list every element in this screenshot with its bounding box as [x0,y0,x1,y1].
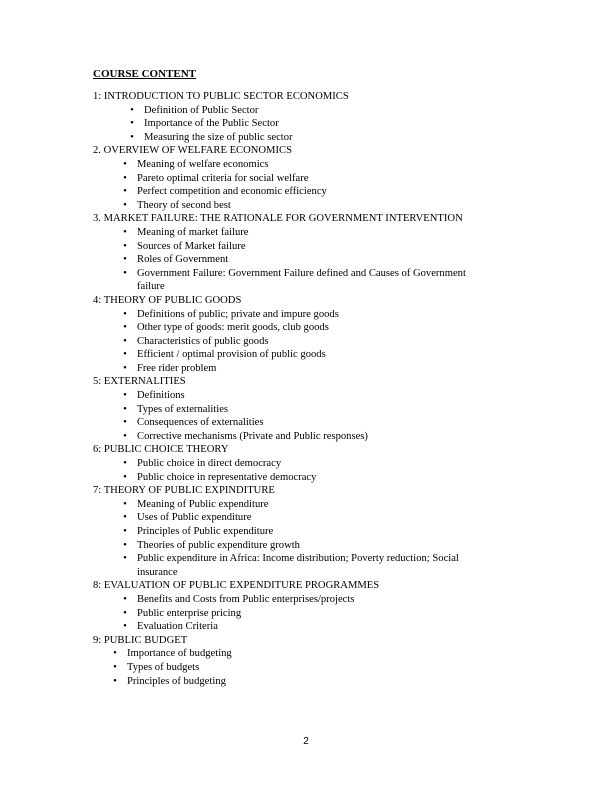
list-item: • Other type of goods: merit goods, club goods [137,321,513,335]
list-item: • Characteristics of public goods [137,335,513,349]
bullet-icon: • [123,308,127,320]
bullet-icon: • [130,131,134,143]
bullet-icon: • [123,240,127,252]
list-item: • Uses of Public expenditure [137,511,513,525]
bullet-icon: • [130,104,134,116]
bullet-icon: • [123,267,127,279]
list-item: • Public choice in direct democracy [137,457,513,471]
list-item: • Theory of second best [137,199,513,213]
bullet-icon: • [123,539,127,551]
bullet-icon: • [123,322,127,334]
bullet-icon: • [123,498,127,510]
list-item: • Meaning of Public expenditure [137,498,513,512]
list-item: • Types of budgets [127,661,513,675]
bullet-icon: • [123,621,127,633]
list-item: • Evaluation Criteria [137,620,513,634]
section-3-items [93,226,513,294]
list-item: • Corrective mechanisms (Private and Public responses) [137,430,513,444]
section-1-items [93,104,513,145]
section-4-title: 4: THEORY OF PUBLIC GOODS [93,294,242,306]
list-item: • Roles of Government [137,253,513,267]
section-8-title: 8: EVALUATION OF PUBLIC EXPENDITURE PROGRAMMES [93,580,380,592]
list-item: • Definition of Public Sector [144,104,513,118]
bullet-icon: • [123,526,127,537]
bullet-icon: • [123,349,127,361]
page-number: 2 [303,736,309,747]
bullet-icon: • [123,362,127,374]
section-9-items [93,647,513,688]
course-content-list [93,90,513,688]
list-item: • Importance of budgeting [127,647,513,661]
section-7-title: 7: THEORY OF PUBLIC EXPINDITURE [93,485,275,497]
list-item: • Principles of budgeting [127,675,513,689]
list-item: • Theories of public expenditure growth [137,539,513,553]
bullet-icon: • [123,390,127,402]
bullet-icon: • [123,417,127,429]
bullet-icon: • [123,512,127,524]
bullet-icon: • [123,553,127,565]
list-item: • Meaning of welfare economics [137,158,513,172]
bullet-icon: • [130,118,134,130]
list-item: • Measuring the size of public sector [144,131,513,145]
section-2-title: 2. OVERVIEW OF WELFARE ECONOMICS [93,145,292,157]
course-content-heading: COURSE CONTENT [93,68,196,80]
list-item: • Importance of the Public Sector [144,117,513,131]
list-item: • Perfect competition and economic efficiency [137,185,513,199]
bullet-icon: • [123,335,127,347]
list-item: • Types of externalities [137,403,513,417]
bullet-icon: • [123,254,127,266]
list-item: • Consequences of externalities [137,416,513,430]
bullet-icon: • [113,648,117,660]
bullet-icon: • [113,661,117,673]
list-item: • Government Failure: Government Failure defined and Causes of Government failure [137,267,489,294]
section-5-items [93,389,513,443]
bullet-icon: • [123,593,127,605]
bullet-icon: • [123,172,127,184]
list-item: • Definitions [137,389,513,403]
section-4-items [93,308,513,376]
list-item: • Benefits and Costs from Public enterprises/projects [137,593,513,607]
list-item: • Principles of Public expenditure [137,525,513,539]
section-3-title: 3. MARKET FAILURE: THE RATIONALE FOR GOVERNMENT INTERVENTION [93,213,463,225]
bullet-icon: • [123,458,127,470]
section-2-items [93,158,513,212]
bullet-icon: • [123,158,127,170]
section-6-items [93,457,513,484]
bullet-icon: • [113,675,117,687]
list-item: • Sources of Market failure [137,240,513,254]
section-7-items [93,498,513,580]
list-item: • Meaning of market failure [137,226,513,240]
section-5-title: 5: EXTERNALITIES [93,376,186,388]
list-item: • Pareto optimal criteria for social welfare [137,172,513,186]
bullet-icon: • [123,607,127,619]
list-item: • Free rider problem [137,362,513,376]
bullet-icon: • [123,186,127,198]
list-item: • Public choice in representative democracy [137,471,513,485]
list-item: • Efficient / optimal provision of public goods [137,348,513,362]
section-1-title: 1: INTRODUCTION TO PUBLIC SECTOR ECONOMICS [93,91,349,102]
bullet-icon: • [123,403,127,415]
bullet-icon: • [123,471,127,483]
section-8-items [93,593,513,634]
list-item: • Public enterprise pricing [137,607,513,621]
section-9-title: 9: PUBLIC BUDGET [93,634,188,646]
list-item: • Public expenditure in Africa: Income distribution; Poverty reduction; Social insurance [137,552,489,579]
bullet-icon: • [123,226,127,238]
bullet-icon: • [123,430,127,442]
list-item: • Definitions of public; private and impure goods [137,308,513,322]
bullet-icon: • [123,199,127,211]
section-6-title: 6: PUBLIC CHOICE THEORY [93,444,229,456]
